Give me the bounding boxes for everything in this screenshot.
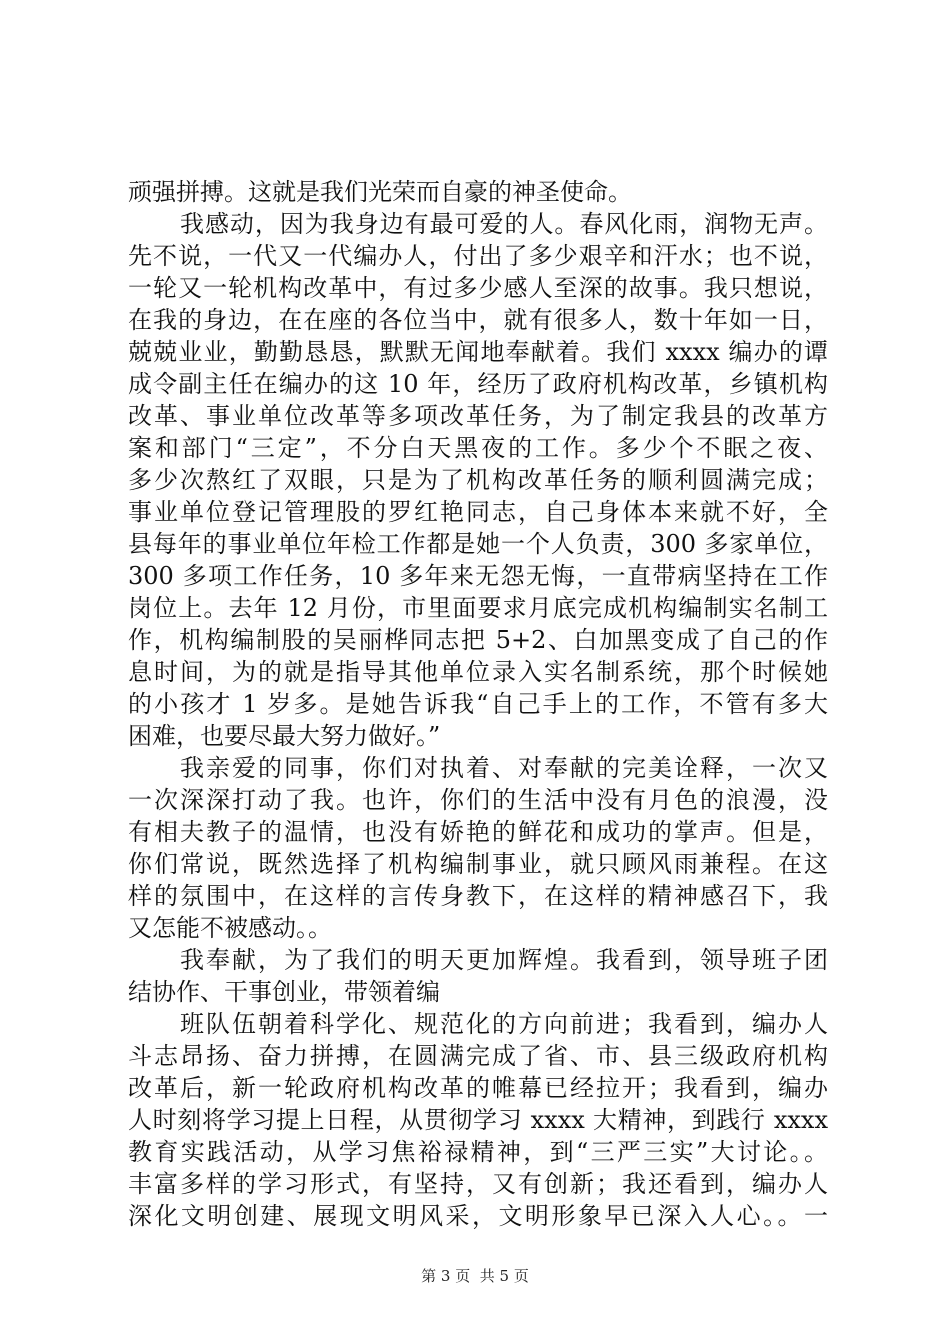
text-line: 我感动，因为我身边有最可爱的人。春风化雨，润物无声。 <box>180 210 828 238</box>
text-line: 事业单位登记管理股的罗红艳同志，自己身体本来就不好，全 <box>128 498 828 526</box>
text-line: 作，机构编制股的吴丽桦同志把 5+2、白加黑变成了自己的作 <box>128 626 828 654</box>
text-line: 我奉献，为了我们的明天更加辉煌。我看到，领导班子团 <box>180 946 828 974</box>
text-line: 教育实践活动，从学习焦裕禄精神，到“三严三实”大讨论。。 <box>128 1138 828 1166</box>
page-number: 第 3 页 共 5 页 <box>421 1267 529 1285</box>
text-line: 你们常说，既然选择了机构编制事业，就只顾风雨兼程。在这 <box>128 850 828 878</box>
text-line: 斗志昂扬、奋力拼搏，在圆满完成了省、市、县三级政府机构 <box>128 1042 828 1070</box>
text-line: 一轮又一轮机构改革中，有过多少感人至深的故事。我只想说， <box>128 274 828 302</box>
text-line: 的小孩才 1 岁多。是她告诉我“自己手上的工作，不管有多大 <box>128 690 828 718</box>
text-line: 一次深深打动了我。也许，你们的生活中没有月色的浪漫，没 <box>128 786 828 814</box>
text-line: 先不说，一代又一代编办人，付出了多少艰辛和汗水；也不说， <box>128 242 828 270</box>
text-line: 人时刻将学习提上日程，从贯彻学习 xxxx 大精神，到践行 xxxx <box>128 1106 828 1134</box>
text-line: 班队伍朝着科学化、规范化的方向前进；我看到，编办人 <box>180 1010 828 1038</box>
text-line: 丰富多样的学习形式，有坚持，又有创新；我还看到，编办人 <box>128 1170 828 1198</box>
text-line: 岗位上。去年 12 月份，市里面要求月底完成机构编制实名制工 <box>128 594 828 622</box>
text-line: 深化文明创建、展现文明风采，文明形象早已深入人心。。一 <box>128 1202 828 1230</box>
text-line: 顽强拼搏。这就是我们光荣而自豪的神圣使命。 <box>128 178 632 206</box>
text-line: 又怎能不被感动。。 <box>128 914 332 942</box>
text-line: 样的氛围中，在这样的言传身教下，在这样的精神感召下，我 <box>128 882 828 910</box>
text-line: 息时间，为的就是指导其他单位录入实名制系统，那个时候她 <box>128 658 828 686</box>
text-line: 改革后，新一轮政府机构改革的帷幕已经拉开；我看到，编办 <box>128 1074 828 1102</box>
text-line: 兢兢业业，勤勤恳恳，默默无闻地奉献着。我们 xxxx 编办的谭 <box>128 338 828 366</box>
text-line: 300 多项工作任务，10 多年来无怨无悔，一直带病坚持在工作 <box>128 562 828 590</box>
text-line: 改革、事业单位改革等多项改革任务，为了制定我县的改革方 <box>128 402 828 430</box>
text-line: 成令副主任在编办的这 10 年，经历了政府机构改革，乡镇机构 <box>128 370 828 398</box>
page-footer <box>0 1266 950 1286</box>
text-line: 有相夫教子的温情，也没有娇艳的鲜花和成功的掌声。但是， <box>128 818 828 846</box>
text-line: 我亲爱的同事，你们对执着、对奉献的完美诠释，一次又 <box>180 754 828 782</box>
text-line: 案和部门“三定”，不分白天黑夜的工作。多少个不眠之夜、 <box>128 434 828 462</box>
text-line: 在我的身边，在在座的各位当中，就有很多人，数十年如一日， <box>128 306 828 334</box>
text-line: 结协作、干事创业，带领着编 <box>128 978 440 1006</box>
document-body <box>128 176 828 1232</box>
text-line: 县每年的事业单位年检工作都是她一个人负责，300 多家单位， <box>128 530 828 558</box>
text-line: 困难，也要尽最大努力做好。” <box>128 722 441 750</box>
text-line: 多少次熬红了双眼，只是为了机构改革任务的顺利圆满完成； <box>128 466 828 494</box>
